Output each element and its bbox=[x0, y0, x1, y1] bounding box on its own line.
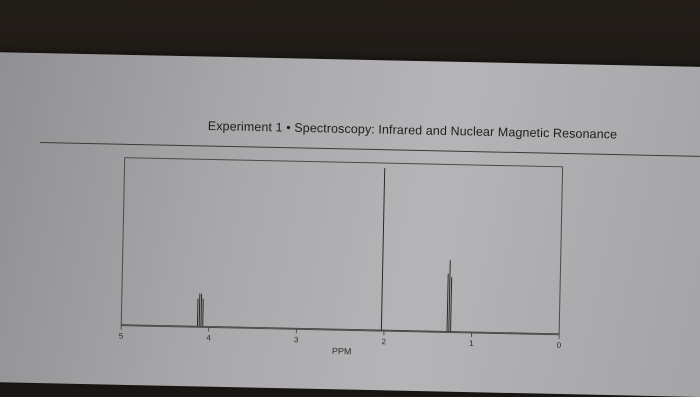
x-tick-label-5: 5 bbox=[119, 332, 124, 341]
peak-1 bbox=[199, 294, 200, 327]
peak-3 bbox=[203, 299, 204, 327]
experiment-label: Experiment 1 bbox=[208, 119, 283, 135]
peak-0 bbox=[197, 299, 198, 327]
x-tick-label-3: 3 bbox=[294, 335, 299, 344]
peaks-group bbox=[121, 163, 562, 334]
x-tick-label-4: 4 bbox=[206, 333, 211, 342]
x-tick-label-0: 0 bbox=[557, 341, 562, 350]
x-tick-label-2: 2 bbox=[381, 337, 386, 346]
x-axis-label: PPM bbox=[332, 346, 352, 356]
peak-7 bbox=[451, 277, 452, 331]
header-title: Spectroscopy: Infrared and Nuclear Magnetic Resonance bbox=[294, 121, 617, 142]
peak-6 bbox=[449, 260, 450, 331]
plot-frame bbox=[121, 158, 562, 335]
peak-4 bbox=[381, 168, 384, 330]
bullet-separator: • bbox=[286, 121, 291, 135]
peak-5 bbox=[447, 274, 448, 332]
x-tick-label-1: 1 bbox=[469, 339, 474, 348]
baseline bbox=[121, 325, 559, 334]
peak-2 bbox=[201, 294, 202, 327]
